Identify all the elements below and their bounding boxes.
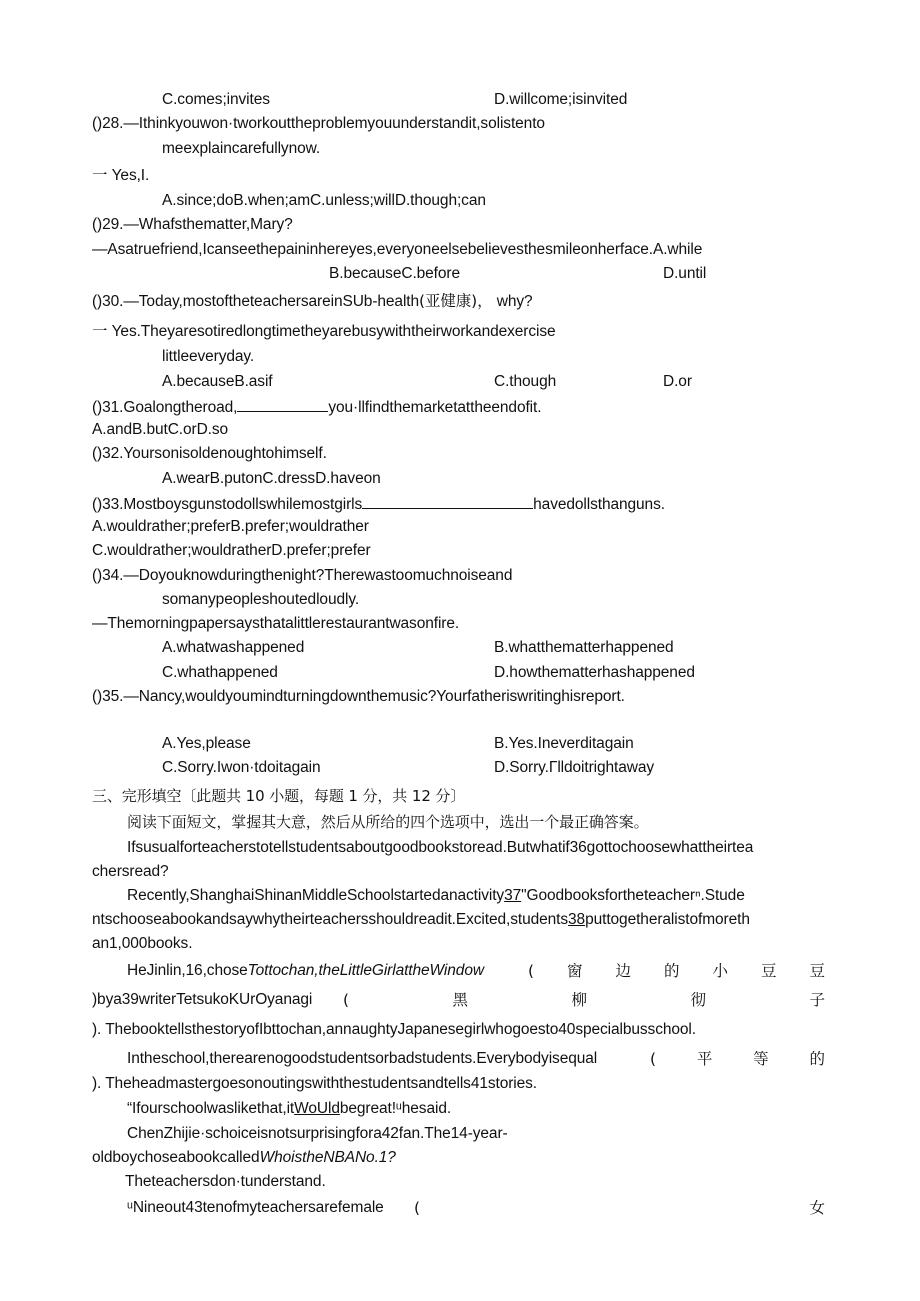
cn-char: 豆 bbox=[809, 962, 825, 980]
q32-options: A.wearB.putonC.dressD.haveon bbox=[162, 470, 381, 487]
q29-reply: —Asatruefriend,Icanseethepaininhereyes,everyoneelsebelievesthesmileonherface.A.while bbox=[92, 241, 703, 258]
passage-p6-text: oldboychoseabookcalled bbox=[92, 1149, 260, 1166]
q27-option-c: C.comes;invites bbox=[162, 91, 270, 108]
q30-stem-chinese: (亚健康)， bbox=[419, 292, 493, 310]
cn-char: ( bbox=[343, 991, 350, 1009]
cn-char: ( bbox=[414, 1199, 421, 1217]
q35-option-b: B.Yes.Ineverditagain bbox=[494, 735, 634, 752]
cn-char: 豆 bbox=[760, 962, 777, 980]
cn-char: 彻 bbox=[690, 991, 707, 1009]
q30-reply-cont: littleeveryday. bbox=[162, 348, 255, 365]
q30-reply: 一 Yes.Theyaresotiredlongtimetheyarebusywiththeirworkandexercise bbox=[92, 323, 556, 340]
cn-char: 黑 bbox=[452, 991, 469, 1009]
passage-p4-line2: ). Theheadmastergoesonoutingswiththestudentsandtells41stories. bbox=[92, 1075, 538, 1092]
q34-option-a: A.whatwashappened bbox=[162, 639, 305, 656]
section-3-title: 三、完形填空〔此题共 10 小题，每题 1 分，共 12 分〕 bbox=[92, 787, 466, 805]
passage-p2-text2: ntschooseabookandsaywhytheirteachersshouldreadit.Excited,students bbox=[92, 911, 569, 928]
cn-char: 小 bbox=[712, 962, 728, 980]
q30-stem-why: why? bbox=[492, 293, 533, 310]
section-3-instruction: 阅读下面短文，掌握其大意，然后从所给的四个选项中，选出一个最正确答案。 bbox=[127, 813, 649, 831]
q28-options: A.since;doB.when;amC.unless;willD.though;can bbox=[162, 192, 486, 209]
q31-stem-end: you·llfindthemarketattheendofit. bbox=[328, 399, 542, 416]
passage-p2-text-cont: "Goodbooksfortheteacherⁿ.Stude bbox=[521, 887, 745, 904]
q30-stem-text: ()30.—Today,mostoftheteachersareinSUb-health bbox=[92, 293, 420, 310]
q31-stem-start: ()31.Goalongtheroad, bbox=[92, 399, 238, 416]
q35-stem: ()35.—Nancy,wouldyoumindturningdownthemusic?Yourfatheriswritinghisreport. bbox=[92, 688, 625, 705]
q28-reply: 一 Yes,I. bbox=[92, 167, 150, 184]
q34-option-b: B.whatthematterhappened bbox=[494, 639, 674, 656]
q33-stem-start: ()33.Mostboysgunstodollswhilemostgirls bbox=[92, 496, 363, 513]
cn-char: ( bbox=[528, 962, 535, 980]
passage-p8-chinese bbox=[414, 1198, 825, 1218]
passage-p3-line2-chinese bbox=[343, 990, 825, 1010]
q29-stem: ()29.—Whafsthematter,Mary? bbox=[92, 216, 293, 233]
passage-p3-line1-chinese bbox=[528, 961, 825, 981]
q29-option-d: D.until bbox=[663, 265, 707, 282]
q34-option-c: C.whathappened bbox=[162, 664, 278, 681]
book-title-tottochan: Tottochan,theLittleGirlattheWindow bbox=[247, 962, 484, 979]
cn-char: 的 bbox=[809, 1050, 825, 1068]
passage-p8-text: ᵘNineout43tenofmyteachersarefemale bbox=[127, 1199, 384, 1216]
cn-char: 窗 bbox=[567, 962, 583, 980]
q31-answer-blank bbox=[237, 396, 328, 412]
cn-char: 的 bbox=[664, 962, 680, 980]
passage-p1-line1: Ifsusualforteacherstotellstudentsaboutgoodbookstoread.Butwhatif36gottochoosewhattheirtea bbox=[127, 839, 754, 856]
passage-p5-underlined: WoUld bbox=[294, 1100, 340, 1117]
passage-p2-text: Recently,ShanghaiShinanMiddleSchoolstartedanactivity bbox=[127, 887, 505, 904]
cn-char: ( bbox=[650, 1050, 657, 1068]
passage-p2-line1 bbox=[127, 886, 745, 906]
q34-reply: —Themorningpapersaysthatalittlerestaurantwasonfire. bbox=[92, 615, 460, 632]
q32-stem: ()32.Yoursonisoldenoughtohimself. bbox=[92, 445, 327, 462]
q33-options-cd: C.wouldrather;wouldratherD.prefer;prefer bbox=[92, 542, 371, 559]
q35-option-d: D.Sorry.Γlldoitrightaway bbox=[494, 759, 655, 776]
book-title-nba: WhoistheNBANo.1? bbox=[259, 1149, 396, 1166]
cn-char: 柳 bbox=[571, 991, 588, 1009]
passage-p2-line3: an1,000books. bbox=[92, 935, 193, 952]
passage-p3-line1-text bbox=[127, 961, 484, 981]
q30-option-d: D.or bbox=[663, 373, 692, 390]
passage-p6-line2 bbox=[92, 1148, 396, 1168]
q28-stem: ()28.—Ithinkyouwon·tworkouttheproblemyouunderstandit,solistento bbox=[92, 115, 545, 132]
passage-p4-line1-chinese bbox=[650, 1049, 825, 1069]
passage-p6-line1: ChenZhijie·schoiceisnotsurprisingfora42fan.The14-year- bbox=[127, 1125, 508, 1142]
passage-p7: Theteachersdon·tunderstand. bbox=[125, 1173, 326, 1190]
passage-p5-text: “Ifourschoolwaslikethat,it bbox=[127, 1100, 295, 1117]
passage-p3-line3: ). ThebooktellsthestoryofIbttochan,annaughtyJapanesegirlwhogoesto40specialbusschool. bbox=[92, 1021, 696, 1038]
cn-char: 平 bbox=[696, 1050, 713, 1068]
blank-38: 38 bbox=[568, 911, 586, 928]
q34-option-d: D.howthematterhashappened bbox=[494, 664, 695, 681]
q31-stem bbox=[92, 396, 541, 418]
q30-option-c: C.though bbox=[494, 373, 557, 390]
q28-stem-cont: meexplaincarefullynow. bbox=[162, 140, 321, 157]
q35-option-c: C.Sorry.Iwon·tdoitagain bbox=[162, 759, 321, 776]
blank-37: 37 bbox=[504, 887, 522, 904]
passage-p1-line2: chersread? bbox=[92, 863, 169, 880]
q34-stem: ()34.—Doyouknowduringthenight?Therewastoomuchnoiseand bbox=[92, 567, 513, 584]
passage-p4-line1-text: Intheschool,therearenogoodstudentsorbadstudents.Everybodyisequal bbox=[127, 1050, 598, 1067]
passage-p2-text2-cont: puttogetheralistofmoreth bbox=[585, 911, 750, 928]
passage-p3-text: HeJinlin,16,chose bbox=[127, 962, 248, 979]
passage-p3-line2-text: )bya39writerTetsukoKUrOyanagi bbox=[92, 991, 313, 1008]
q33-stem-end: havedollsthanguns. bbox=[533, 496, 665, 513]
q27-option-d: D.willcome;isinvited bbox=[494, 91, 628, 108]
q30-option-ab: A.becauseB.asif bbox=[162, 373, 273, 390]
passage-p2-line2 bbox=[92, 910, 750, 930]
passage-p5 bbox=[127, 1099, 451, 1119]
q33-answer-blank bbox=[362, 493, 533, 509]
q30-stem bbox=[92, 291, 533, 312]
q34-stem-cont: somanypeopleshoutedloudly. bbox=[162, 591, 360, 608]
q35-option-a: A.Yes,please bbox=[162, 735, 251, 752]
cn-char: 女 bbox=[809, 1199, 825, 1217]
passage-p5-text-cont: begreat!ᵘhesaid. bbox=[339, 1100, 452, 1117]
q33-stem bbox=[92, 493, 665, 515]
cn-char: 子 bbox=[809, 991, 825, 1009]
q29-option-bc: B.becauseC.before bbox=[329, 265, 460, 282]
cn-char: 等 bbox=[753, 1050, 769, 1068]
q31-options: A.andB.butC.orD.so bbox=[92, 421, 229, 438]
cn-char: 边 bbox=[615, 962, 632, 980]
q33-options-ab: A.wouldrather;preferB.prefer;wouldrather bbox=[92, 518, 369, 535]
